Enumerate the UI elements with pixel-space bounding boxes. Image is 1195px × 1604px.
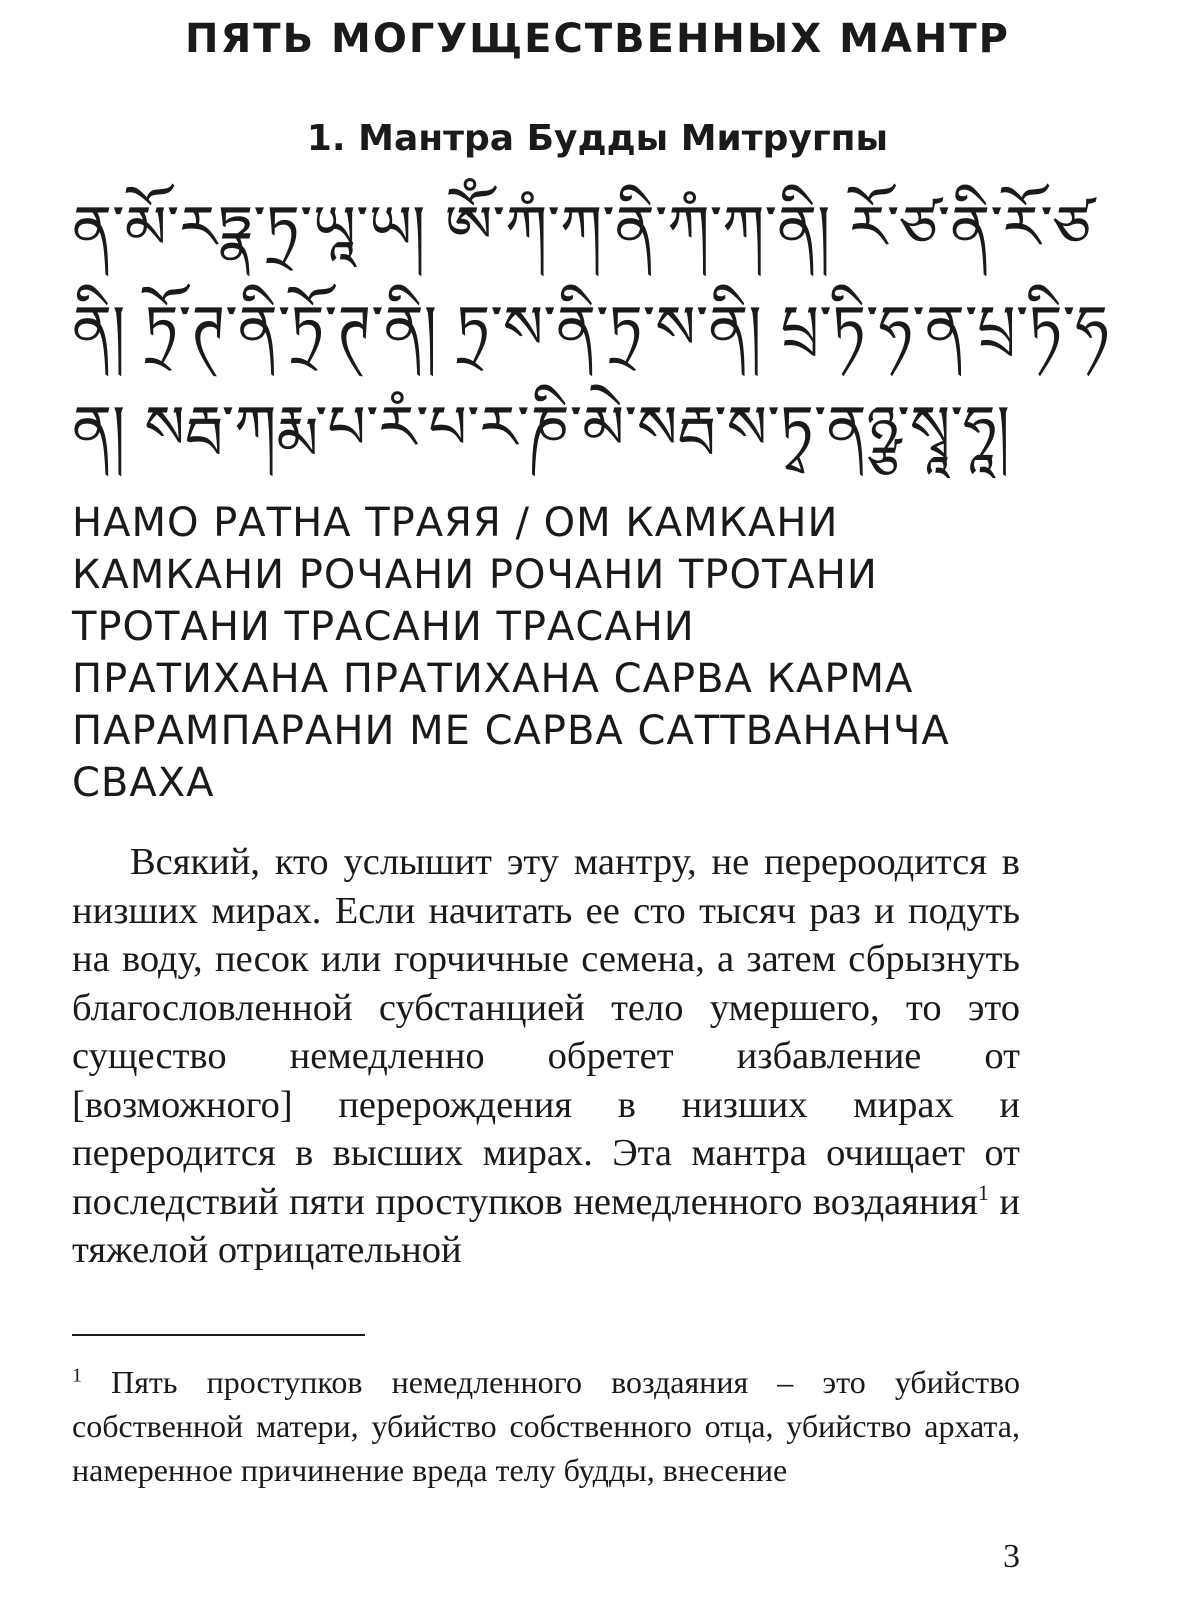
mantra-line: КАМКАНИ РОЧАНИ РОЧАНИ ТРОТАНИ (72, 552, 878, 598)
mantra-line: СВАХА (72, 760, 215, 806)
body-paragraph (72, 838, 1020, 1275)
tibetan-line: ནི། ཏྲོ་ཊ་ནི་ཏྲོ་ཊ་ནི། ཏྲ་ས་ནི་ཏྲ་ས་ནི། པྲ་ཏི་ཧ་ན་པྲ་ཏི་ཧ (72, 293, 1109, 363)
section-heading: 1. Мантра Будды Митругпы (306, 118, 889, 159)
footnote-marker: 1 (72, 1364, 82, 1387)
footnote-reference[interactable]: 1 (977, 1179, 989, 1205)
body-paragraph-end: и тяжелой отрицательной (72, 1180, 1020, 1271)
footnote-text: Пять проступков немедленного воздаяния – это убийство собственной матери, убийство собственного отца, убийство архата, намеренное причинение вреда телу будды, внесение (72, 1364, 1020, 1488)
mantra-line: ТРОТАНИ ТРАСАНИ ТРАСАНИ (72, 604, 695, 650)
mantra-line: ПАРАМПАРАНИ МЕ САРВА САТТВАНАНЧА (72, 708, 950, 754)
footnote (72, 1360, 1020, 1492)
tibetan-mantra (72, 178, 1132, 478)
mantra-line: НАМО РАТНА ТРАЯЯ / ОМ КАМКАНИ (72, 500, 839, 546)
tibetan-line: ན། སརྦ་ཀརྨ་པ་རཾ་པ་ར་ཎི་མེ་སརྦ་ས་ཏྭ་ནཉྩ་སྭཱ་ཧཱ། (72, 393, 1010, 463)
mantra-line: ПРАТИХАНА ПРАТИХАНА САРВА КАРМА (72, 656, 914, 702)
page-title: ПЯТЬ МОГУЩЕСТВЕННЫХ МАНТР (185, 16, 1010, 62)
body-paragraph-text: Всякий, кто услышит эту мантру, не перероодится в низших мирах. Если начитать ее сто тысяч раз и подуть на воду, песок или горчичные семена, а затем сбрызнуть благословленной субстанцией тело умершего, то это существо немедленно обретет избавление от [возможного] перерождения в низших мирах и переродится в высших мирах. Эта мантра очищает от последствий пяти проступков немедленного воздаяния (72, 841, 1020, 1223)
tibetan-line: ན་མོ་རཏྣ་ཏྲ་ཡཱ་ཡ། ཨོཾ་ཀཾ་ཀ་ནི་ཀཾ་ཀ་ནི། རོ་ཙ་ནི་རོ་ཙ (72, 193, 1092, 263)
footnote-divider (72, 1334, 365, 1336)
page-number: 3 (1003, 1538, 1020, 1575)
mantra-transliteration (72, 497, 1122, 809)
